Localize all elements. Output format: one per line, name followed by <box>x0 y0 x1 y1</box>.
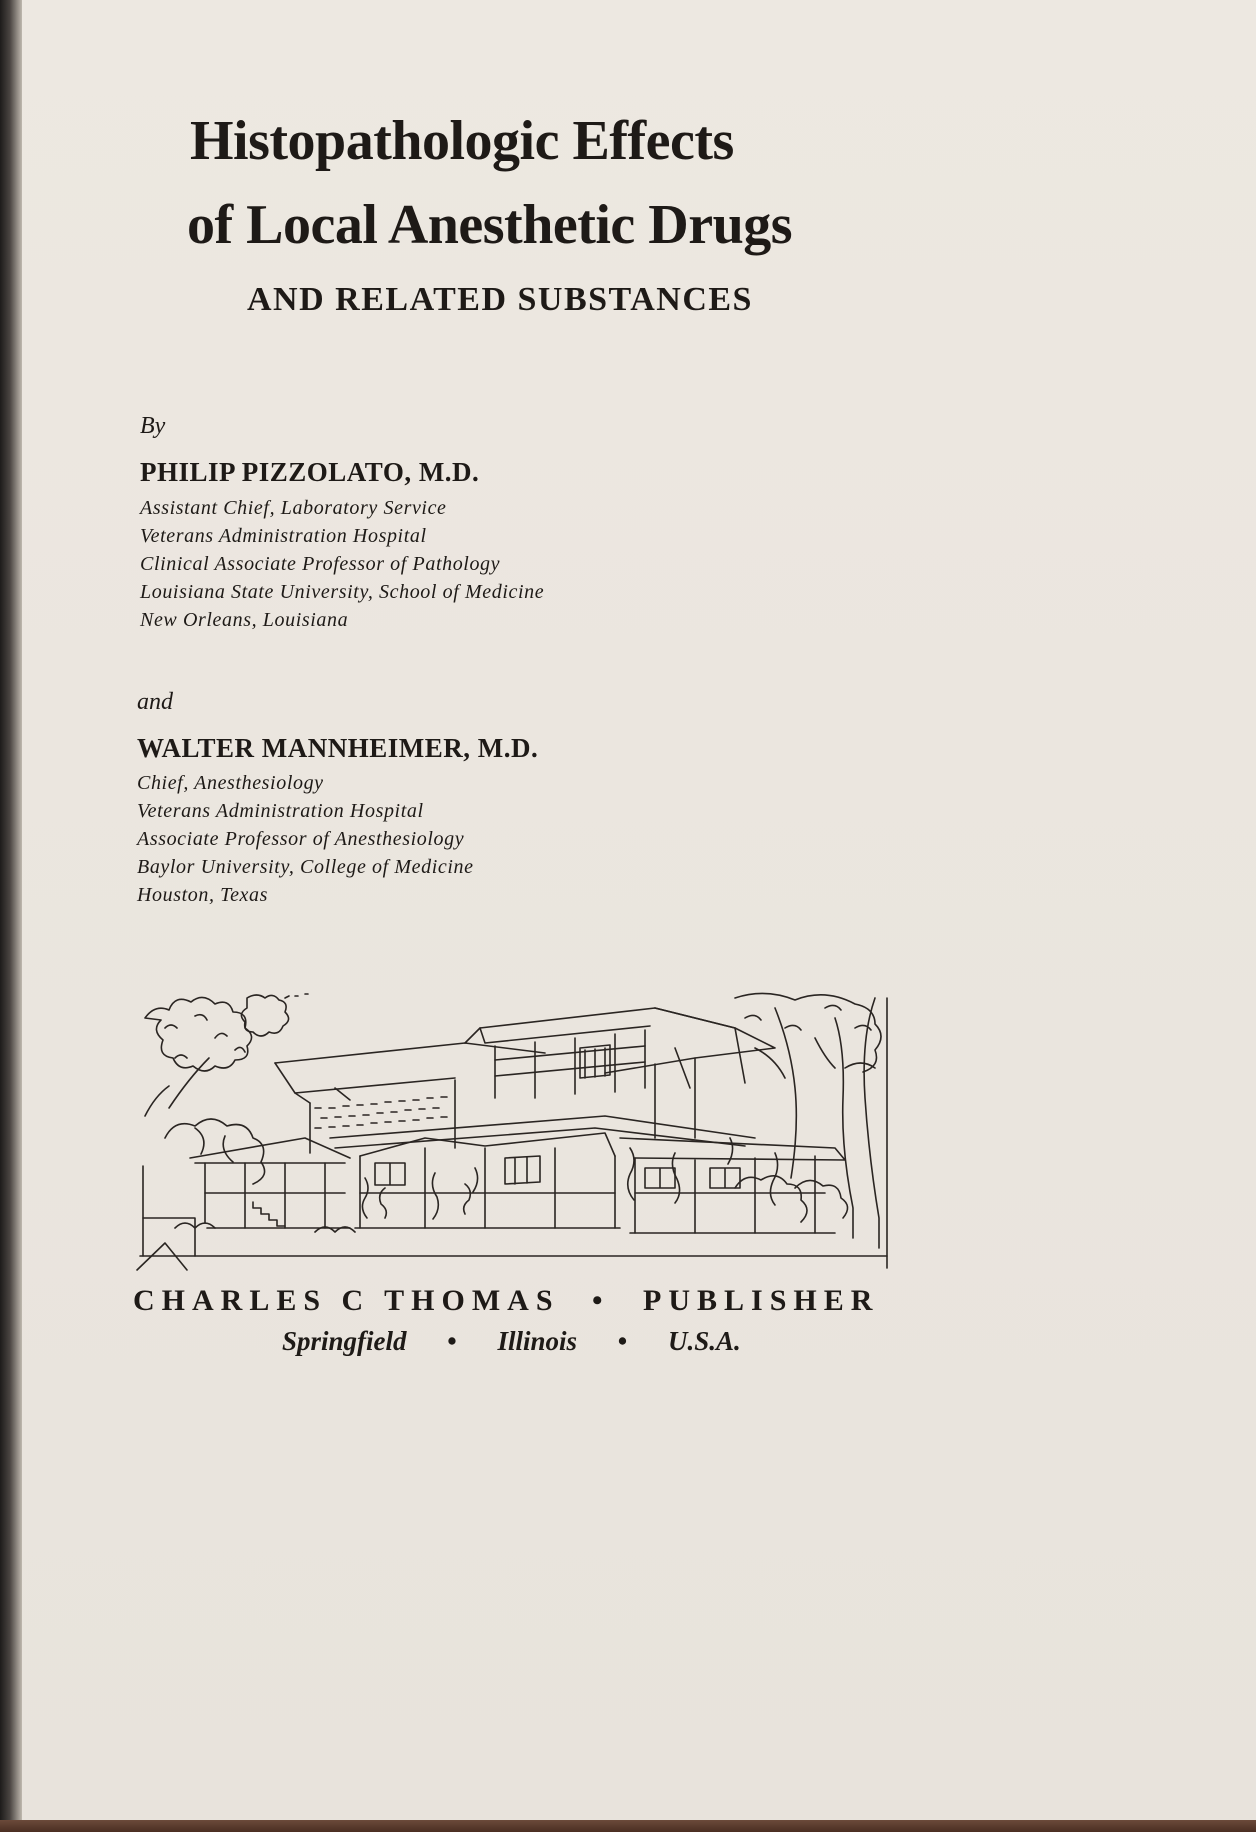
affiliation-line: New Orleans, Louisiana <box>140 609 349 631</box>
affiliation-line: Veterans Administration Hospital <box>140 525 427 547</box>
publisher-label: PUBLISHER <box>643 1284 880 1317</box>
publisher-city: Springfield <box>282 1326 407 1356</box>
author-1-affiliations <box>140 494 544 634</box>
and-label: and <box>137 689 173 715</box>
title-page <box>22 0 1256 1820</box>
publisher-line <box>133 1284 879 1318</box>
publisher-country: U.S.A. <box>667 1326 741 1356</box>
affiliation-line: Clinical Associate Professor of Pathology <box>140 553 501 575</box>
publisher-separator: • <box>592 1284 603 1317</box>
publisher-name: CHARLES C THOMAS <box>133 1284 560 1317</box>
publisher-location <box>282 1326 741 1357</box>
book-subtitle: AND RELATED SUBSTANCES <box>247 281 753 318</box>
publisher-house-logo-icon <box>135 988 895 1273</box>
location-separator: • <box>447 1326 457 1356</box>
affiliation-line: Baylor University, College of Medicine <box>137 856 474 878</box>
publisher-state: Illinois <box>497 1326 578 1356</box>
affiliation-line: Assistant Chief, Laboratory Service <box>140 497 447 519</box>
affiliation-line: Houston, Texas <box>137 884 269 906</box>
affiliation-line: Associate Professor of Anesthesiology <box>137 828 465 850</box>
affiliation-line: Louisiana State University, School of Medicine <box>140 581 545 603</box>
affiliation-line: Veterans Administration Hospital <box>137 800 424 822</box>
affiliation-line: Chief, Anesthesiology <box>137 772 324 794</box>
by-label: By <box>140 413 166 439</box>
book-spine-edge <box>0 0 22 1832</box>
location-separator: • <box>617 1326 628 1356</box>
book-title-line-2: of Local Anesthetic Drugs <box>187 194 793 256</box>
author-name-1: PHILIP PIZZOLATO, M.D. <box>140 457 480 487</box>
author-name-2: WALTER MANNHEIMER, M.D. <box>137 733 539 763</box>
author-2-affiliations <box>137 769 474 909</box>
book-bottom-edge <box>0 1820 1256 1832</box>
book-title-line-1: Histopathologic Effects <box>190 110 734 172</box>
